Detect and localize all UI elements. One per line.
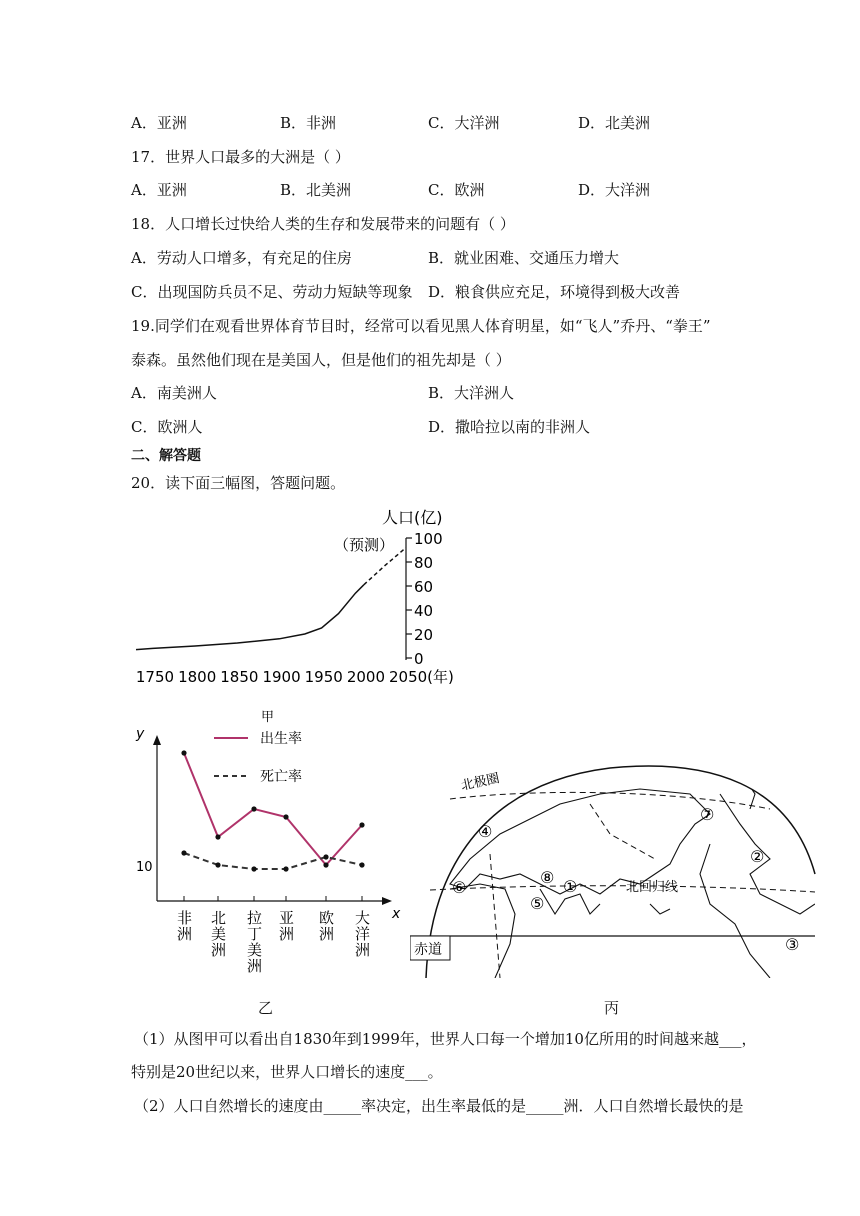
jia-forecast-label: （预测）	[334, 536, 395, 554]
arctic-label: 北极圈	[459, 771, 501, 794]
jia-xtick-label: 1850	[220, 668, 259, 686]
marker-4: ④	[478, 822, 493, 841]
legend-death-label: 死亡率	[260, 769, 302, 785]
tropic-label: 北回归线	[626, 880, 679, 895]
legend-birth-label: 出生率	[260, 731, 302, 747]
q18-option-c: C．出现国防兵员不足、劳动力短缺等现象	[131, 283, 413, 301]
birth-rate-point	[251, 806, 256, 811]
q18-stem: 18．人口增长过快给人类的生存和发展带来的问题有（ ）	[131, 215, 515, 233]
jia-ytick-label: 100	[414, 530, 443, 548]
birth-rate-point	[283, 814, 288, 819]
africa-shape	[450, 884, 515, 978]
jia-ytick-label: 20	[414, 626, 434, 644]
q19-option-d: D．撒哈拉以南的非洲人	[428, 418, 591, 436]
birth-rate-point	[323, 862, 328, 867]
q19-stem-line2: 泰森。虽然他们现在是美国人，但是他们的祖先却是（ ）	[131, 351, 511, 369]
death-rate-point	[359, 862, 364, 867]
jia-ytick-label: 80	[414, 554, 434, 572]
yi-category-label: 亚	[279, 909, 295, 927]
q20-stem: 20．读下面三幅图，答题问题。	[131, 474, 346, 492]
jia-population-line	[136, 585, 364, 650]
marker-3: ③	[785, 935, 800, 954]
jia-ytick-label: 40	[414, 602, 434, 620]
q17-stem: 17．世界人口最多的大洲是（ ）	[131, 148, 350, 166]
q17-option-c: C．欧洲	[428, 181, 485, 199]
q17-option-b: B．北美洲	[280, 181, 352, 199]
figure-yi-rate-chart	[130, 705, 410, 980]
marker-1: ①	[563, 877, 578, 896]
marker-8: ⑧	[540, 868, 555, 887]
q19-stem-line1: 19.同学们在观看世界体育节目时，经常可以看见黑人体育明星，如“飞人”乔丹、“拳王”	[131, 317, 711, 335]
birth-rate-point	[359, 822, 364, 827]
marker-5: ⑤	[530, 894, 545, 913]
q17-option-d: D．大洋洲	[578, 181, 651, 199]
q17-option-a: A．亚洲	[131, 181, 187, 199]
greenland-shape	[745, 779, 755, 809]
birth-rate-point	[181, 750, 186, 755]
q19-option-a: A．南美洲人	[131, 384, 217, 402]
yi-category-label: 美	[247, 941, 263, 959]
q20-1-line1: （1）从图甲可以看出自1830年到1999年，世界人口每一个增加10亿所用的时间越来越___，	[134, 1030, 757, 1048]
jia-xtick-label: 1900	[262, 668, 301, 686]
figure-bing-world-map	[410, 764, 830, 978]
jia-ytick-label: 60	[414, 578, 434, 596]
q16-option-d: D．北美洲	[578, 114, 651, 132]
yi-category-label: 非	[177, 909, 193, 927]
jia-caption: 甲	[261, 710, 275, 725]
death-rate-point	[181, 850, 186, 855]
q16-option-a: A．亚洲	[131, 114, 187, 132]
death-rate-point	[283, 866, 288, 871]
jia-ylabel: 人口(亿)	[382, 508, 443, 527]
q16-option-c: C．大洋洲	[428, 114, 500, 132]
dashed-boundary-2	[590, 804, 655, 859]
q18-option-b: B．就业困难、交通压力增大	[428, 249, 620, 267]
equator-label: 赤道	[414, 942, 442, 958]
jia-xtick-label: 2050(年)	[389, 668, 454, 686]
yi-ytick: 10	[136, 860, 153, 875]
jia-xtick-label: 2000	[346, 668, 385, 686]
figure-jia-population-chart	[120, 500, 470, 700]
yi-category-label: 洋	[355, 925, 371, 943]
yi-category-label: 洲	[247, 957, 263, 975]
yi-category-label: 拉	[247, 909, 263, 927]
q16-option-b: B．非洲	[280, 114, 337, 132]
marker-7: ⑦	[700, 805, 715, 824]
map-outline	[426, 766, 815, 978]
yi-category-label: 丁	[247, 925, 263, 943]
arctic-circle-line	[450, 792, 770, 809]
yi-category-label: 欧	[319, 909, 335, 927]
death-rate-point	[215, 862, 220, 867]
jia-xtick-label: 1750	[135, 668, 175, 686]
yi-category-label: 洲	[319, 925, 335, 943]
north-america-shape	[720, 794, 815, 914]
marker-2: ②	[750, 847, 765, 866]
bing-caption: 丙	[604, 999, 620, 1017]
yi-category-label: 北	[211, 909, 227, 927]
jia-ytick-label: 0	[414, 650, 424, 668]
yi-category-label: 洲	[211, 941, 227, 959]
death-rate-point	[323, 854, 328, 859]
birth-rate-point	[215, 834, 220, 839]
islands-shape	[650, 904, 670, 914]
eurasia-shape	[450, 789, 710, 894]
q18-option-a: A．劳动人口增多，有充足的住房	[131, 249, 352, 267]
section-heading: 二、解答题	[131, 448, 201, 464]
yi-category-label: 大	[355, 909, 371, 927]
q18-option-d: D．粮食供应充足，环境得到极大改善	[428, 283, 681, 301]
q19-option-c: C．欧洲人	[131, 418, 203, 436]
yi-category-label: 美	[211, 925, 227, 943]
yi-category-label: 洲	[355, 941, 371, 959]
yi-ylabel: y	[136, 726, 145, 742]
death-rate-point	[251, 866, 256, 871]
yi-category-label: 洲	[279, 925, 295, 943]
q20-1-line2: 特别是20世纪以来，世界人口增长的速度___。	[131, 1063, 443, 1081]
marker-6: ⑥	[452, 878, 467, 897]
jia-xtick-label: 1950	[304, 668, 343, 686]
yi-category-label: 洲	[177, 925, 193, 943]
q20-2-line1: （2）人口自然增长的速度由_____率决定，出生率最低的是_____洲．人口自然增长最快的是	[134, 1097, 744, 1115]
yi-caption: 乙	[258, 999, 274, 1017]
yi-xlabel: x	[392, 906, 401, 922]
q19-option-b: B．大洋洲人	[428, 384, 515, 402]
jia-xtick-label: 1800	[178, 668, 217, 686]
dashed-boundary-1	[490, 854, 500, 978]
